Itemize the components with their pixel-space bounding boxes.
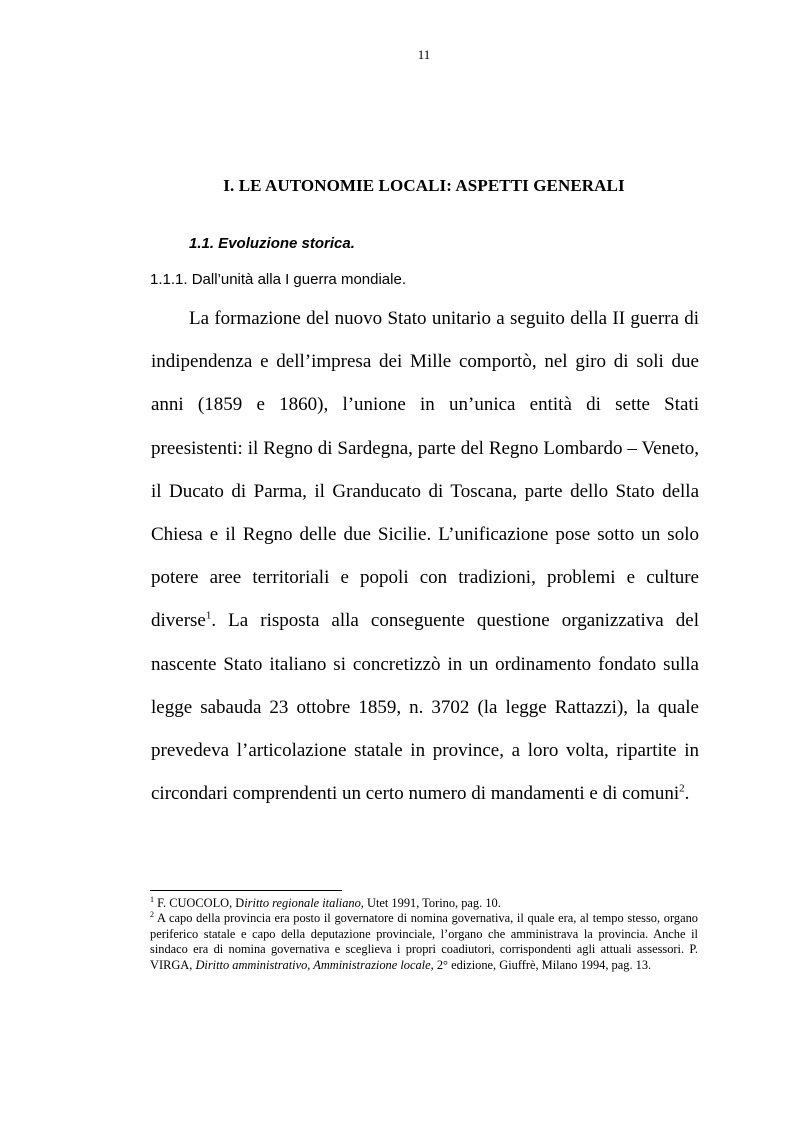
footnotes [150,896,698,973]
chapter-title: I. LE AUTONOMIE LOCALI: ASPETTI GENERALI [223,176,625,195]
footnote-2 [150,911,698,973]
page-number: 11 [417,47,431,62]
body-paragraph [151,297,699,815]
footnote-text: F. CUOCOLO, D [154,896,245,910]
footnote-1 [150,896,698,911]
footnote-number: 2 [150,910,154,920]
body-text-part-1: La formazione del nuovo Stato unitario a seguito della II guerra di indipendenza e dell’impresa dei Mille comportò, nel giro di soli due anni (1859 e 1860), l’unione in un’unica entità di sette Stati preesistenti: il Regno di Sardegna, parte del Regno Lombardo – Veneto, il Ducato di Parma, il Granducato di Toscana, parte dello Stato della Chiesa e il Regno delle due Sicilie. L’unificazione pose sotto un solo potere aree territoriali e popoli con tradizioni, problemi e culture diverse [151,308,699,632]
subsection-title: 1.1.1. Dall’unità alla I guerra mondiale. [150,271,406,288]
body-text-part-3: . [684,783,690,805]
footnote-text: , 2° edizione, Giuffrè, Milano 1994, pag. 13. [430,957,652,972]
body-text-part-2: . La risposta alla conseguente questione organizzativa del nascente Stato italiano si concretizzò in un ordinamento fondato sulla legge sabauda 23 ottobre 1859, n. 3702 (la legge Rattazzi), la quale prevedeva l’articolazione statale in province, a loro volta, ripartite in circondari comprendenti un certo numero di mandamenti e di comuni [151,610,699,805]
section-title: 1.1. Evoluzione storica. [189,235,355,252]
footnote-text: , Utet 1991, Torino, pag. 10. [360,896,501,910]
footnote-text: A capo della provincia era posto il governatore di nomina governativa, il quale era, al tempo stesso, organo periferico statale e capo della deputazione provinciale, l’organo che amministrava la provincia. Anche il sindaco era di nomina governativa e sceglieva i propri coadiutori, corrispondenti agli attuali assessori. P. VIRGA, [150,911,698,972]
footnote-number: 1 [150,894,154,904]
footnote-separator [150,890,342,891]
footnote-title: Diritto amministrativo, Amministrazione locale [195,957,431,972]
footnote-ref-2: 2 [679,782,685,795]
footnote-ref-1: 1 [205,610,212,623]
footnote-title: iritto regionale italiano [244,896,361,910]
